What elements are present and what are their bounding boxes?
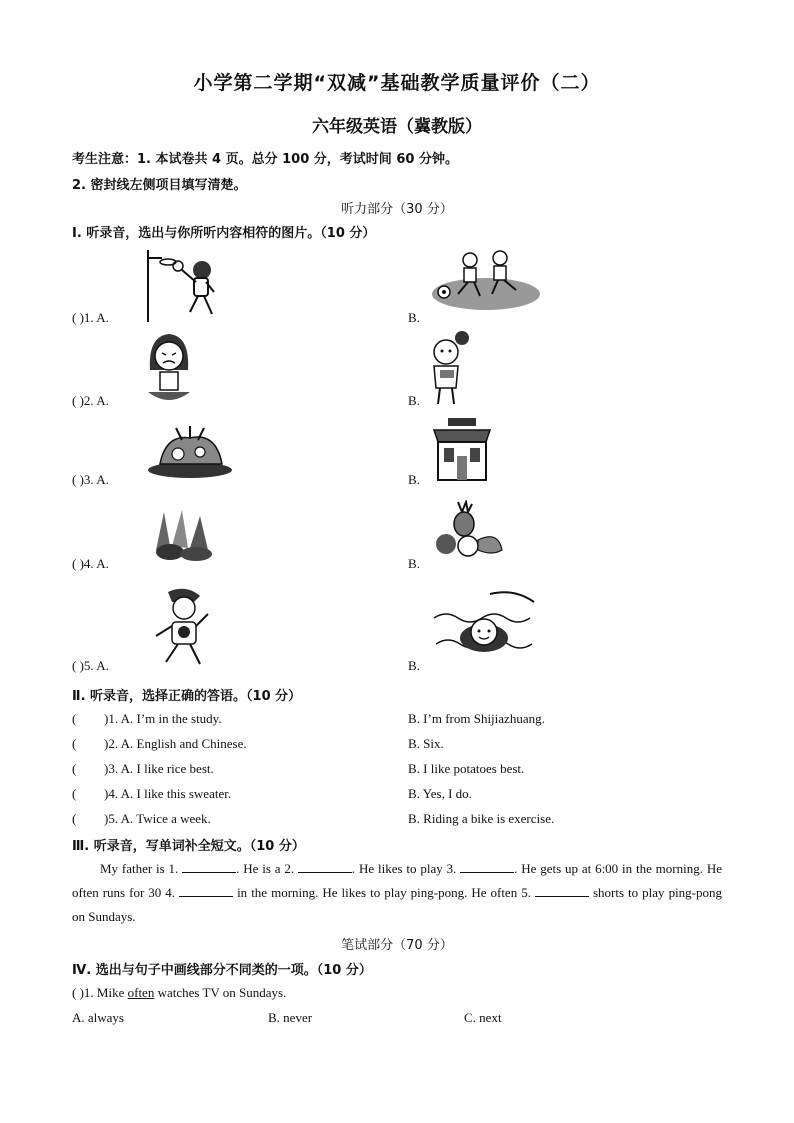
section-4-title: Ⅳ. 选出与句子中画线部分不同类的一项。（10 分） [72,963,372,978]
s2-q4-paren: ( [72,786,77,801]
s2-q5-option-b: B. Riding a bike is exercise. [408,811,555,826]
fruits-icon [428,500,504,562]
blank-5[interactable] [535,884,589,897]
vegetables-icon [146,506,218,562]
crying-girl-icon [144,330,194,406]
notes-line-1: 考生注意：1. 本试卷共 4 页。总分 100 分，考试时间 60 分钟。 [72,152,458,167]
s2-q1-paren: ( [72,711,77,726]
cloze-text-3: . He likes to play 3. [351,861,461,876]
s1-q1-b-label: B. [408,310,420,325]
cloze-text-6: shorts to play ping-pong on Sundays. [72,885,723,924]
blank-1[interactable] [182,860,236,873]
s1-q5-b-label: B. [408,658,420,673]
blank-4[interactable] [179,884,233,897]
exam-subtitle: 六年级英语（冀教版） [312,117,482,137]
s4-q1-option-a: A. always [72,1010,124,1025]
soccer-players-icon [430,248,542,312]
s4-q1-option-c: C. next [464,1010,502,1025]
s1-q3-label: ( )3. A. [72,472,109,487]
s1-q2-label: ( )2. A. [72,393,109,408]
s2-q5-option-a: )5. A. Twice a week. [104,811,211,826]
section-2-title: Ⅱ. 听录音，选择正确的答语。（10 分） [72,689,302,704]
s1-q3-b-label: B. [408,472,420,487]
swimming-boy-icon [430,588,542,668]
blank-2[interactable] [298,860,352,873]
s1-q1-label: ( )1. A. [72,310,109,325]
basketball-player-icon [142,248,222,322]
s2-q1-option-a: )1. A. I’m in the study. [104,711,222,726]
s4-q1-option-b: B. never [268,1010,313,1025]
s2-q5-paren: ( [72,811,77,826]
cloze-passage [72,857,722,929]
cloze-text-5: in the morning. He likes to play ping-pong. He often 5. [233,885,535,900]
s2-q4-option-b: B. Yes, I do. [408,786,472,801]
s1-q5-label: ( )5. A. [72,658,109,673]
s1-q4-b-label: B. [408,556,420,571]
s1-q2-b-label: B. [408,393,420,408]
cloze-text-2: . He is a 2. [236,861,298,876]
s2-q3-option-b: B. I like potatoes best. [408,761,525,776]
s2-q2-option-b: B. Six. [408,736,444,751]
s4-q1-underlined-word: often [127,985,155,1000]
exam-title: 小学第二学期“双减”基础教学质量评价（二） [193,72,601,94]
writing-heading: 笔试部分（70 分） [341,938,453,953]
s4-q1-pre: ( )1. Mike [72,985,128,1000]
s4-q1 [72,985,286,1001]
s2-q1-option-b: B. I’m from Shijiazhuang. [408,711,545,726]
running-girl-icon [146,584,218,668]
s2-q2-paren: ( [72,736,77,751]
s2-q3-paren: ( [72,761,77,776]
section-1-title: Ⅰ. 听录音，选出与你所听内容相符的图片。（10 分） [72,226,376,241]
dish-of-food-icon [146,424,234,480]
s2-q2-option-a: )2. A. English and Chinese. [104,736,247,751]
cloze-text-4: . He gets up at 6:00 in the morning. He often runs for 30 4. [72,861,722,900]
girl-with-flower-icon [424,328,474,408]
notes-line-2: 2. 密封线左侧项目填写清楚。 [72,178,247,193]
blank-3[interactable] [460,860,514,873]
section-3-title: Ⅲ. 听录音，写单词补全短文。（10 分） [72,839,305,854]
listening-heading: 听力部分（30 分） [341,202,453,217]
cloze-text-1: My father is 1. [100,861,183,876]
s2-q4-option-a: )4. A. I like this sweater. [104,786,232,801]
s4-q1-post: watches TV on Sundays. [154,985,287,1000]
shop-building-icon [430,416,494,484]
s2-q3-option-a: )3. A. I like rice best. [104,761,214,776]
s1-q4-label: ( )4. A. [72,556,109,571]
